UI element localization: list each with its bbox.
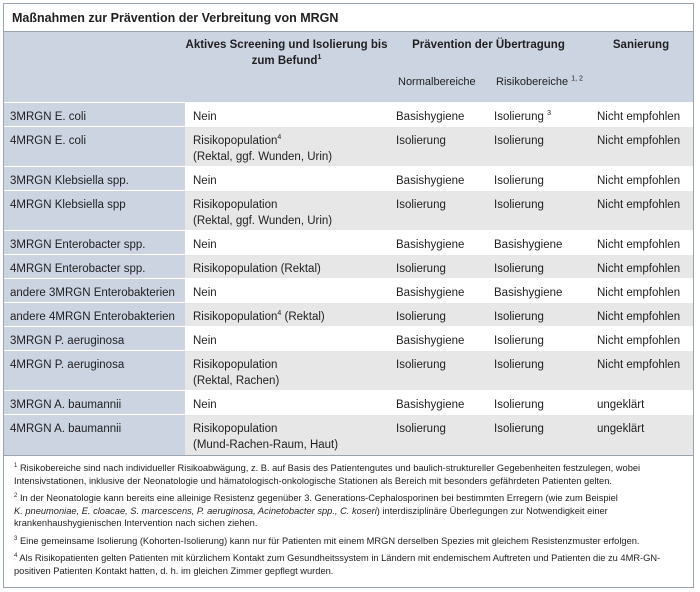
cell-risikobereiche: Isolierung (486, 415, 589, 455)
footnote-4: $^4$ Als Risikopatienten gelten Patienten mit kürzlichem Kontakt zum Gesundheitssystem in Ländern mit endemischem Auftreten und Patienten die zu 4MR-GN-positiven Patienten Kontakt hatten, d. h. im gleichen Zimmer gepflegt wurden. (14, 552, 661, 576)
cell-risikobereiche: Isolierung (486, 167, 589, 191)
cell-organism: 4MRGN Enterobacter spp. (4, 255, 185, 279)
cell-organism: 3MRGN Enterobacter spp. (4, 231, 185, 255)
table-row (4, 327, 693, 351)
cell-normalbereiche: Basishygiene (388, 391, 486, 415)
cell-screening: Nein (185, 167, 388, 191)
footnotes (4, 455, 693, 582)
cell-organism: 4MRGN E. coli (4, 127, 185, 167)
cell-risikobereiche: Isolierung (486, 327, 589, 351)
cell-screening: Nein (185, 327, 388, 351)
cell-screening: Risikopopulation (Rektal, Rachen) (185, 351, 388, 391)
cell-normalbereiche: Basishygiene (388, 231, 486, 255)
footnote-3: $^3$ Eine gemeinsame Isolierung (Kohorten-Isolierung) kann nur für Patienten mit einem MRGN derselben Spezies mit gleichem Resistenzmuster erfolgen. (14, 535, 640, 546)
header-screening (185, 32, 388, 103)
cell-normalbereiche: Isolierung (388, 127, 486, 167)
header-screening-label: Aktives Screening und Isolierung bis zum Befund (185, 39, 388, 67)
cell-screening: Nein (185, 103, 388, 127)
cell-normalbereiche: Isolierung (388, 255, 486, 279)
table-row (4, 231, 693, 255)
header-organism (4, 32, 185, 74)
cell-risikobereiche: Isolierung (486, 127, 589, 167)
cell-normalbereiche: Basishygiene (388, 103, 486, 127)
table-row (4, 103, 693, 127)
footnote-1: $^1$ Risikobereiche sind nach individueller Risikoabwägung, z. B. auf Basis des Patientengutes und baulich-struktureller Gegebenheiten festzulegen, wobei Intensivstationen, inklusive der Neonatologie und hämatologisch-onkologische Stationen als Bereich mit besonders gefährdeten Patienten gelten. (14, 462, 641, 486)
cell-risikobereiche: Isolierung (486, 303, 589, 327)
cell-risikobereiche: Basishygiene (486, 231, 589, 255)
cell-organism: 3MRGN E. coli (4, 103, 185, 127)
cell-risikobereiche: Isolierung (486, 191, 589, 231)
cell-organism: 4MRGN Klebsiella spp (4, 191, 185, 231)
cell-sanierung: ungeklärt (589, 391, 693, 415)
cell-sanierung: Nicht empfohlen (589, 303, 693, 327)
cell-sanierung: Nicht empfohlen (589, 279, 693, 303)
cell-sanierung: Nicht empfohlen (589, 327, 693, 351)
cell-organism: andere 4MRGN Enterobakterien (4, 303, 185, 327)
table-title: Maßnahmen zur Prävention der Verbreitung von MRGN (4, 4, 693, 32)
cell-normalbereiche: Basishygiene (388, 279, 486, 303)
mrgn-table (4, 32, 693, 455)
cell-organism: andere 3MRGN Enterobakterien (4, 279, 185, 303)
cell-screening: Risikopopulation (Mund-Rachen-Raum, Haut) (185, 415, 388, 455)
cell-screening: Nein (185, 231, 388, 255)
table-row (4, 391, 693, 415)
cell-sanierung: Nicht empfohlen (589, 191, 693, 231)
table-row (4, 167, 693, 191)
cell-normalbereiche: Basishygiene (388, 327, 486, 351)
footnote-2: $^2$ In der Neonatologie kann bereits eine alleinige Resistenz gegenüber 3. Generations-Cephalosporinen bei bestimmten Erregern (wie zum Beispiel K. pneumoniae, E. cloacae, S. marcescens, P. aeruginosa, Acinetobacter spp., C. koseri) interdisziplinäre Überlegungen zur Notwendigkeit einer krankenhaushygienischen Intervention nach sichen ziehen. (14, 492, 618, 528)
cell-sanierung: Nicht empfohlen (589, 255, 693, 279)
header-sanierung-sub (589, 74, 693, 103)
header-risikobereiche: Risikobereiche $^{1, 2}$ (486, 74, 589, 103)
header-praevention: Prävention der Übertragung (388, 32, 589, 74)
cell-risikobereiche: Isolierung (486, 391, 589, 415)
cell-normalbereiche: Isolierung (388, 415, 486, 455)
cell-risikobereiche: Basishygiene (486, 279, 589, 303)
cell-normalbereiche: Isolierung (388, 303, 486, 327)
table-row (4, 415, 693, 455)
cell-sanierung: Nicht empfohlen (589, 231, 693, 255)
table-row (4, 191, 693, 231)
table-row (4, 303, 693, 327)
cell-organism: 4MRGN A. baumannii (4, 415, 185, 455)
table-row (4, 255, 693, 279)
cell-screening: Risikopopulation$^4$ (Rektal) (185, 303, 388, 327)
cell-sanierung: Nicht empfohlen (589, 351, 693, 391)
table-row (4, 351, 693, 391)
header-sanierung: Sanierung (589, 32, 693, 74)
cell-sanierung: Nicht empfohlen (589, 103, 693, 127)
header-screening-sup: 1 (317, 54, 322, 62)
cell-risikobereiche: Isolierung $^3$ (486, 103, 589, 127)
header-organism-sub (4, 74, 185, 103)
cell-organism: 3MRGN Klebsiella spp. (4, 167, 185, 191)
header-normalbereiche: Normalbereiche (388, 74, 486, 103)
cell-screening: Nein (185, 391, 388, 415)
cell-screening: Risikopopulation (Rektal, ggf. Wunden, Urin) (185, 191, 388, 231)
cell-sanierung: Nicht empfohlen (589, 167, 693, 191)
cell-normalbereiche: Isolierung (388, 191, 486, 231)
cell-organism: 3MRGN A. baumannii (4, 391, 185, 415)
cell-sanierung: ungeklärt (589, 415, 693, 455)
cell-screening: Risikopopulation$^4$ (Rektal, ggf. Wunden, Urin) (185, 127, 388, 167)
table-row (4, 127, 693, 167)
table-frame (3, 3, 694, 588)
table-body (4, 103, 693, 455)
cell-normalbereiche: Basishygiene (388, 167, 486, 191)
cell-organism: 4MRGN P. aeruginosa (4, 351, 185, 391)
cell-normalbereiche: Isolierung (388, 351, 486, 391)
table-row (4, 279, 693, 303)
cell-screening: Nein (185, 279, 388, 303)
cell-screening: Risikopopulation (Rektal) (185, 255, 388, 279)
cell-risikobereiche: Isolierung (486, 255, 589, 279)
cell-organism: 3MRGN P. aeruginosa (4, 327, 185, 351)
cell-sanierung: Nicht empfohlen (589, 127, 693, 167)
cell-risikobereiche: Isolierung (486, 351, 589, 391)
